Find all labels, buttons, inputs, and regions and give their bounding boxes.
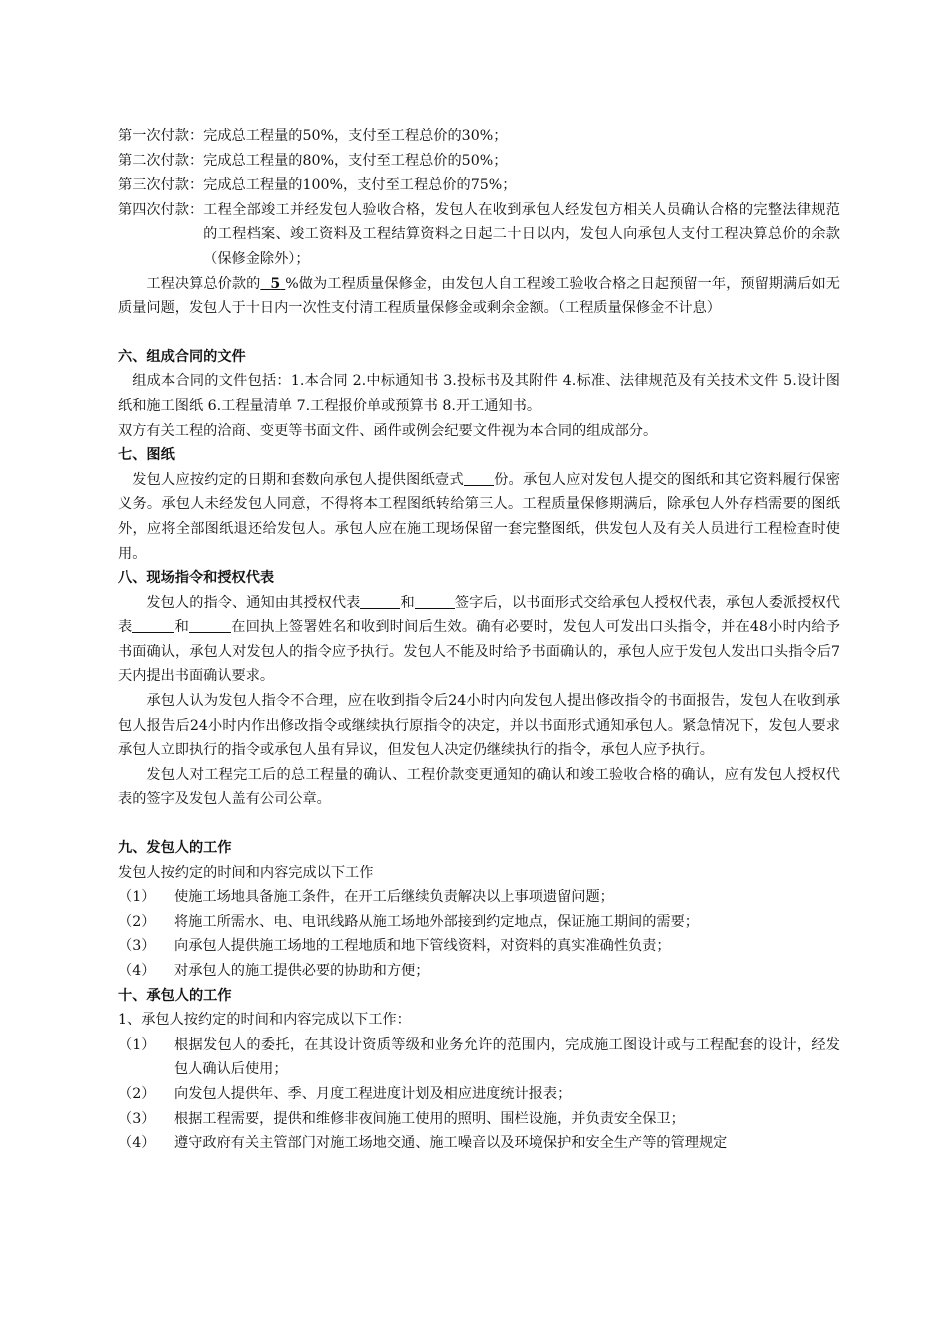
payment-3 xyxy=(118,173,840,198)
list-item: （4） 对承包人的施工提供必要的协助和方便； xyxy=(118,963,430,979)
list-item: （4） 遵守政府有关主管部门对施工场地交通、施工噪音以及环境保护和安全生产等的管理规定 xyxy=(118,1135,728,1152)
payment-label: 第三次付款： xyxy=(118,177,204,194)
list-item: （3） 根据工程需要，提供和维修非夜间施工使用的照明、围栏设施，并负责安全保卫； xyxy=(118,1110,685,1127)
representative-blank xyxy=(415,594,455,609)
payment-label: 第一次付款： xyxy=(118,128,204,144)
section-10-title: 十、承包人的工作 xyxy=(118,987,232,1004)
retention-paragraph xyxy=(118,272,840,321)
list-item: （1） 根据发包人的委托，在其设计资质等级和业务允许的范围内，完成施工图设计或与工程配套的设计，经发包人确认后使用； xyxy=(118,1036,840,1078)
section-8-paragraph-1: 发包人的指令、通知由其授权代表 和 签字后，以书面形式交给承包人授权代表，承包人委派授权代表 和 在回执上签署姓名和收到时间后生效。确有必要时，发包人可发出口头指令，并在48小时内给予书面确认，承包人对发包人的指令应予执行。发包人不能及时给予书面确认的，承包人应于发包人发出口头指令后7天内提出书面确认要求。 xyxy=(118,594,840,685)
payment-text: 完成总工程量的100%，支付至工程总价的75%； xyxy=(203,177,517,194)
retention-post: %做为工程质量保修金，由发包人自工程竣工验收合格之日起预留一年，预留期满后如无质量问题，发包人于十日内一次性支付清工程质量保修金或剩余金额。（工程质量保修金不计息） xyxy=(118,275,840,317)
payment-text: 完成总工程量的50%，支付至工程总价的30%； xyxy=(203,128,508,144)
section-6-paragraph-1: 组成本合同的文件包括：1.本合同 2.中标通知书 3.投标书及其附件 4.标准、法律规范及有关技术文件 5.设计图纸和施工图纸 6.工程量清单 7.工程报价单或预算书 8.开工通知书。 xyxy=(118,373,840,414)
representative-blank xyxy=(132,618,174,633)
representative-blank xyxy=(189,618,231,633)
payment-text: 完成总工程量的80%，支付至工程总价的50%； xyxy=(203,152,508,169)
section-8-paragraph-2: 承包人认为发包人指令不合理，应在收到指令后24小时内向发包人提出修改指令的书面报告，发包人在收到承包人报告后24小时内作出修改指令或继续执行原指令的决定，并以书面形式通知承包人。紧急情况下，发包人要求承包人立即执行的指令或承包人虽有异议，但发包人决定仍继续执行的指令，承包人应予执行。 xyxy=(118,693,840,759)
payment-label: 第四次付款： xyxy=(118,201,204,218)
list-item: （3） 向承包人提供施工场地的工程地质和地下管线资料，对资料的真实准确性负责； xyxy=(118,938,671,955)
payment-2 xyxy=(118,149,840,174)
section-6-title: 六、组成合同的文件 xyxy=(118,348,246,365)
document-page xyxy=(118,124,840,1156)
section-8-paragraph-3: 发包人对工程完工后的总工程量的确认、工程价款变更通知的确认和竣工验收合格的确认，应有发包人授权代表的签字及发包人盖有公司公章。 xyxy=(118,766,840,808)
representative-blank xyxy=(360,594,400,609)
section-7-paragraph: 发包人应按约定的日期和套数向承包人提供图纸壹式 份。承包人应对发包人提交的图纸和其它资料履行保密义务。承包人未经发包人同意，不得将本工程图纸转给第三人。工程质量保修期满后，除承包人外存档需要的图纸外，应将全部图纸退还给发包人。承包人应在施工现场保留一套完整图纸，供发包人及有关人员进行工程检查时使用。 xyxy=(118,471,840,562)
payment-label: 第二次付款： xyxy=(118,152,204,169)
copies-blank xyxy=(464,471,494,486)
section-6-paragraph-2: 双方有关工程的洽商、变更等书面文件、函件或例会纪要文件视为本合同的组成部分。 xyxy=(118,422,658,439)
section-7-title: 七、图纸 xyxy=(118,447,175,464)
section-9-intro: 发包人按约定的时间和内容完成以下工作 xyxy=(118,864,374,881)
list-item: （2） 将施工所需水、电、电讯线路从施工场地外部接到约定地点，保证施工期间的需要； xyxy=(118,913,699,930)
section-8-title: 八、现场指令和授权代表 xyxy=(118,570,275,587)
payment-1 xyxy=(118,124,840,149)
list-item: （2） 向发包人提供年、季、月度工程进度计划及相应进度统计报表； xyxy=(118,1085,572,1102)
list-item: （1） 使施工场地具备施工条件，在开工后继续负责解决以上事项遗留问题； xyxy=(118,889,614,906)
section-10-intro: 1、承包人按约定的时间和内容完成以下工作： xyxy=(118,1012,411,1029)
section-9-title: 九、发包人的工作 xyxy=(118,840,232,857)
retention-percent: 5 xyxy=(270,275,281,292)
payment-4 xyxy=(118,198,840,272)
payment-text: 工程全部竣工并经发包人验收合格，发包人在收到承包人经发包方相关人员确认合格的完整法律规范的工程档案、竣工资料及工程结算资料之日起二十日以内，发包人向承包人支付工程决算总价的余款（保修金除外）； xyxy=(203,201,840,267)
retention-pre: 工程决算总价款的 xyxy=(146,275,261,292)
